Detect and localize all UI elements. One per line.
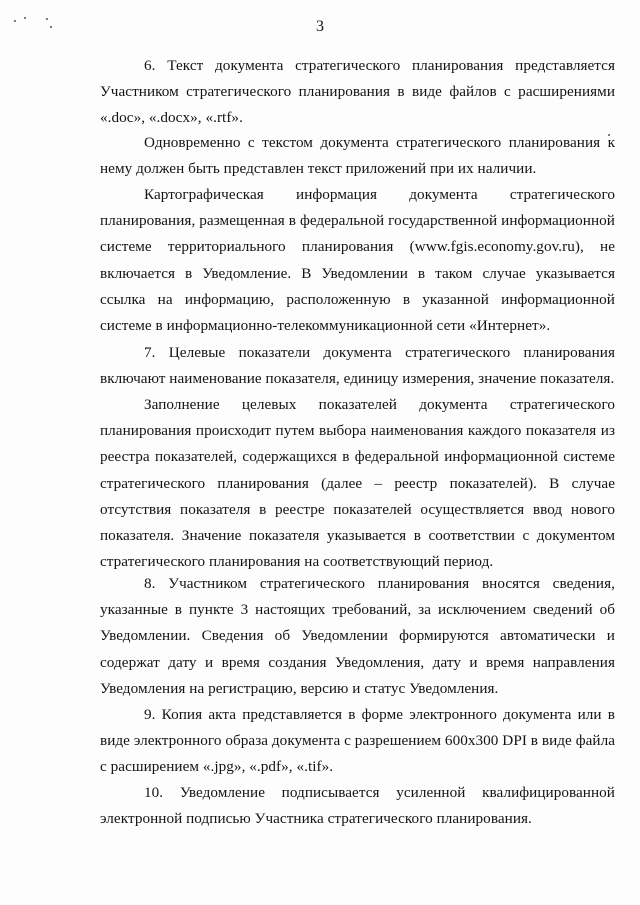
paragraph-indicators-filling: Заполнение целевых показателей документа стратегического планирования происходит путем выбора наименования каждого показателя из реестра показателей, содержащихся в федеральной информационной системе стратегического планирования (далее – реестр показателей). В случае отсутствия показателя в реестре показателей осуществляется ввод нового показателя. Значение показателя указывается в соответствии с документом стратегического планирования на соответствующий период. <box>100 396 615 571</box>
paragraph-9: 9. Копия акта представляется в форме электронного документа или в виде электронного образа документа с разрешением 600х300 DPI в виде файла с расширением «.jpg», «.pdf», «.tif». <box>100 706 615 776</box>
paragraph-6: 6. Текст документа стратегического планирования представляется Участником стратегического планирования в виде файлов с расширениями «.doc», «.docx», «.rtf». <box>100 57 615 127</box>
paragraph-cartographic-info: Картографическая информация документа стратегического планирования, размещенная в федеральной государственной информационной системе территориального планирования (www.fgis.economy.gov.ru), не включается в Уведомление. В Уведомлении в таком случае указывается ссылка на информацию, расположенную в указанной информационной системе в информационно-телекоммуникационной сети «Интернет». <box>100 186 615 335</box>
paragraph-attachments: Одновременно с текстом документа стратегического планирования к нему должен быть представлен текст приложений при их наличии. <box>100 134 615 178</box>
paragraph-8: 8. Участником стратегического планирования вносятся сведения, указанные в пункте 3 настоящих требований, за исключением сведений об Уведомлении. Сведения об Уведомлении формируются автоматически и содержат дату и время создания Уведомления, дату и время направления Уведомления на регистрацию, версию и статус Уведомления. <box>100 575 615 697</box>
page-number: 3 <box>316 18 324 35</box>
paragraph-10: 10. Уведомление подписывается усиленной квалифицированной электронной подписью Участника стратегического планирования. <box>100 784 615 828</box>
paragraph-7: 7. Целевые показатели документа стратегического планирования включают наименование показателя, единицу измерения, значение показателя. <box>100 344 615 388</box>
